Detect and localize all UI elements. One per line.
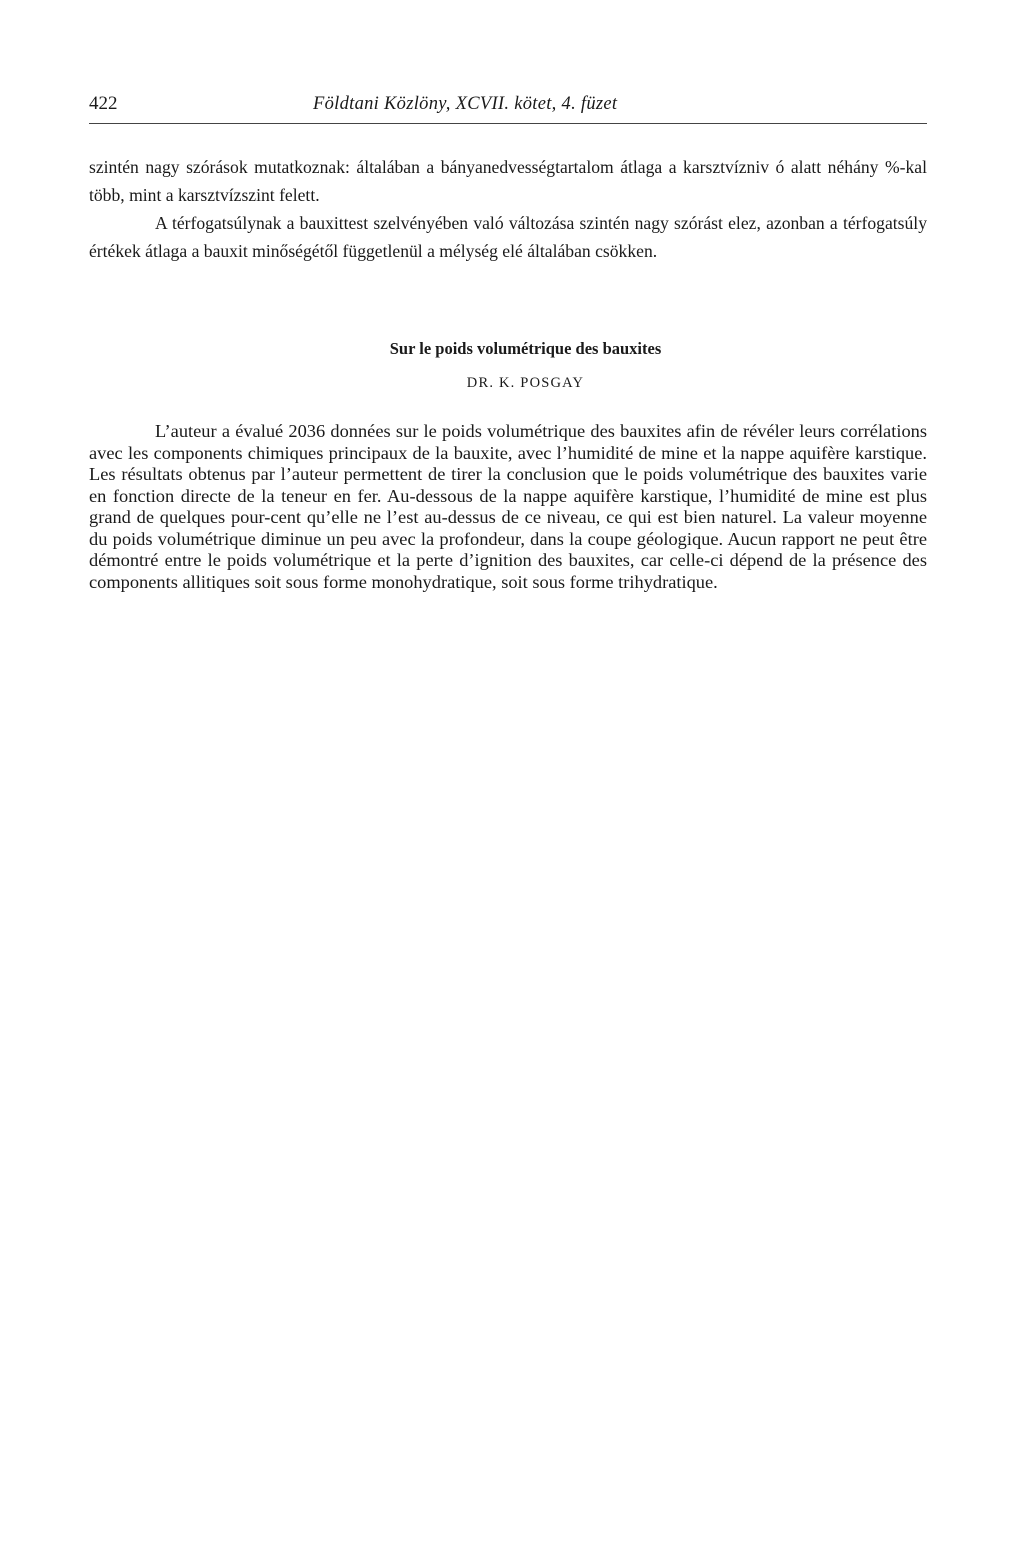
hungarian-text	[89, 153, 927, 265]
running-head	[89, 92, 927, 120]
journal-title: Földtani Közlöny, XCVII. kötet, 4. füzet	[313, 94, 618, 114]
page-number: 422	[89, 93, 118, 114]
summary-title: Sur le poids volumétrique des bauxites	[389, 339, 662, 358]
french-summary	[89, 421, 927, 593]
hungarian-paragraph-1: szintén nagy szórások mutatkoznak: általában a bányanedvességtartalom átlaga a karsztvízniv ó alatt néhány %-kal több, mint a karsztvízszint felett.	[89, 157, 927, 205]
french-summary-paragraph: L’auteur a évalué 2036 données sur le poids volumétrique des bauxites afin de révéler leurs corrélations avec les components chimiques principaux de la bauxite, avec l’humidité de mine et la nappe aquifère karstique. Les résultats obtenus par l’auteur permettent de tirer la conclusion que le poids volumétrique des bauxites varie en fonction directe de la teneur en fer. Au-dessous de la nappe aquifère karstique, l’humidité de mine est plus grand de quelques pour-cent qu’elle ne l’est au-dessus de ce niveau, ce qui est bien naturel. La valeur moyenne du poids volumétrique diminue un peu avec la profondeur, dans la coupe géologique. Aucun rapport ne peut être démontré entre le poids volumétrique et la perte d’ignition des bauxites, car celle-ci dépend de la présence des components allitiques soit sous forme monohydratique, soit sous forme trihydratique.	[89, 421, 927, 592]
hungarian-paragraph-2: A térfogatsúlynak a bauxittest szelvényében való változása szintén nagy szórást elez, azonban a térfogatsúly értékek átlaga a bauxit minőségétől függetlenül a mélység elé általában csökken.	[89, 213, 927, 261]
header-rule	[89, 123, 927, 124]
summary-author: DR. K. POSGAY	[466, 375, 585, 391]
